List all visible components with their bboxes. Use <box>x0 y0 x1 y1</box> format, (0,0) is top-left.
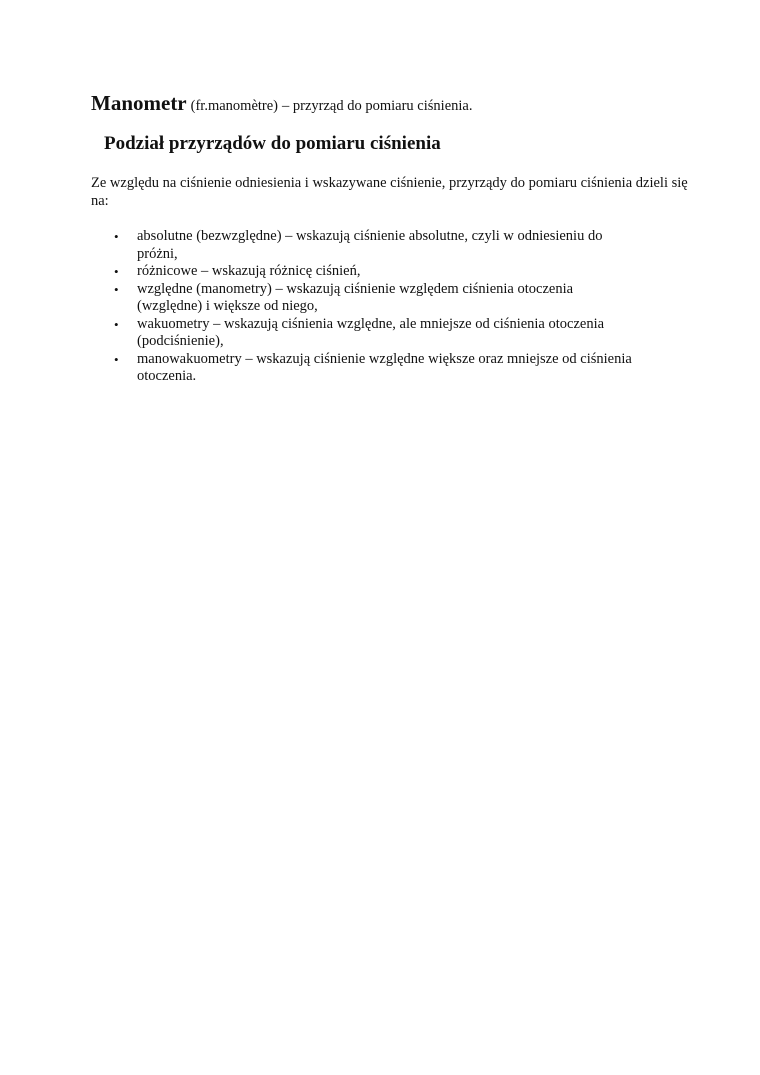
term-definition: – przyrząd do pomiaru ciśnienia. <box>282 98 473 114</box>
list-item-text: manowakuometry – wskazują ciśnienie względne większe oraz mniejsze od ciśnienia otoczenia. <box>137 350 632 384</box>
term-etymology: (fr.manomètre) <box>190 98 279 114</box>
instrument-type-list <box>91 228 691 386</box>
bullet-icon: • <box>114 264 119 279</box>
lead-paragraph: Ze względu na ciśnienie odniesienia i wskazywane ciśnienie, przyrządy do pomiaru ciśnienia dzieli się na: <box>91 175 688 209</box>
intro-line <box>91 88 691 121</box>
list-item-text: absolutne (bezwzględne) – wskazują ciśnienie absolutne, czyli w odniesieniu do próżni, <box>137 228 603 262</box>
list-item-text: względne (manometry) – wskazują ciśnienie względem ciśnienia otoczenia (względne) i większe od niego, <box>137 280 574 314</box>
bullet-icon: • <box>114 281 119 297</box>
list-item-compound-gauge <box>91 351 637 386</box>
term-title: Manometr <box>91 91 187 115</box>
list-item-differential <box>91 263 637 281</box>
list-item-relative <box>91 281 637 316</box>
list-item-absolute <box>91 228 637 263</box>
bullet-icon: • <box>114 316 119 332</box>
bullet-icon: • <box>114 229 119 244</box>
section-heading: Podział przyrządów do pomiaru ciśnienia <box>104 133 441 154</box>
list-item-text: różnicowe – wskazują różnicę ciśnień, <box>137 263 361 279</box>
list-item-text: wakuometry – wskazują ciśnienia względne, ale mniejsze od ciśnienia otoczenia (podciśnienie), <box>137 315 605 349</box>
list-item-vacuum-gauge <box>91 316 637 351</box>
bullet-icon: • <box>114 351 119 367</box>
